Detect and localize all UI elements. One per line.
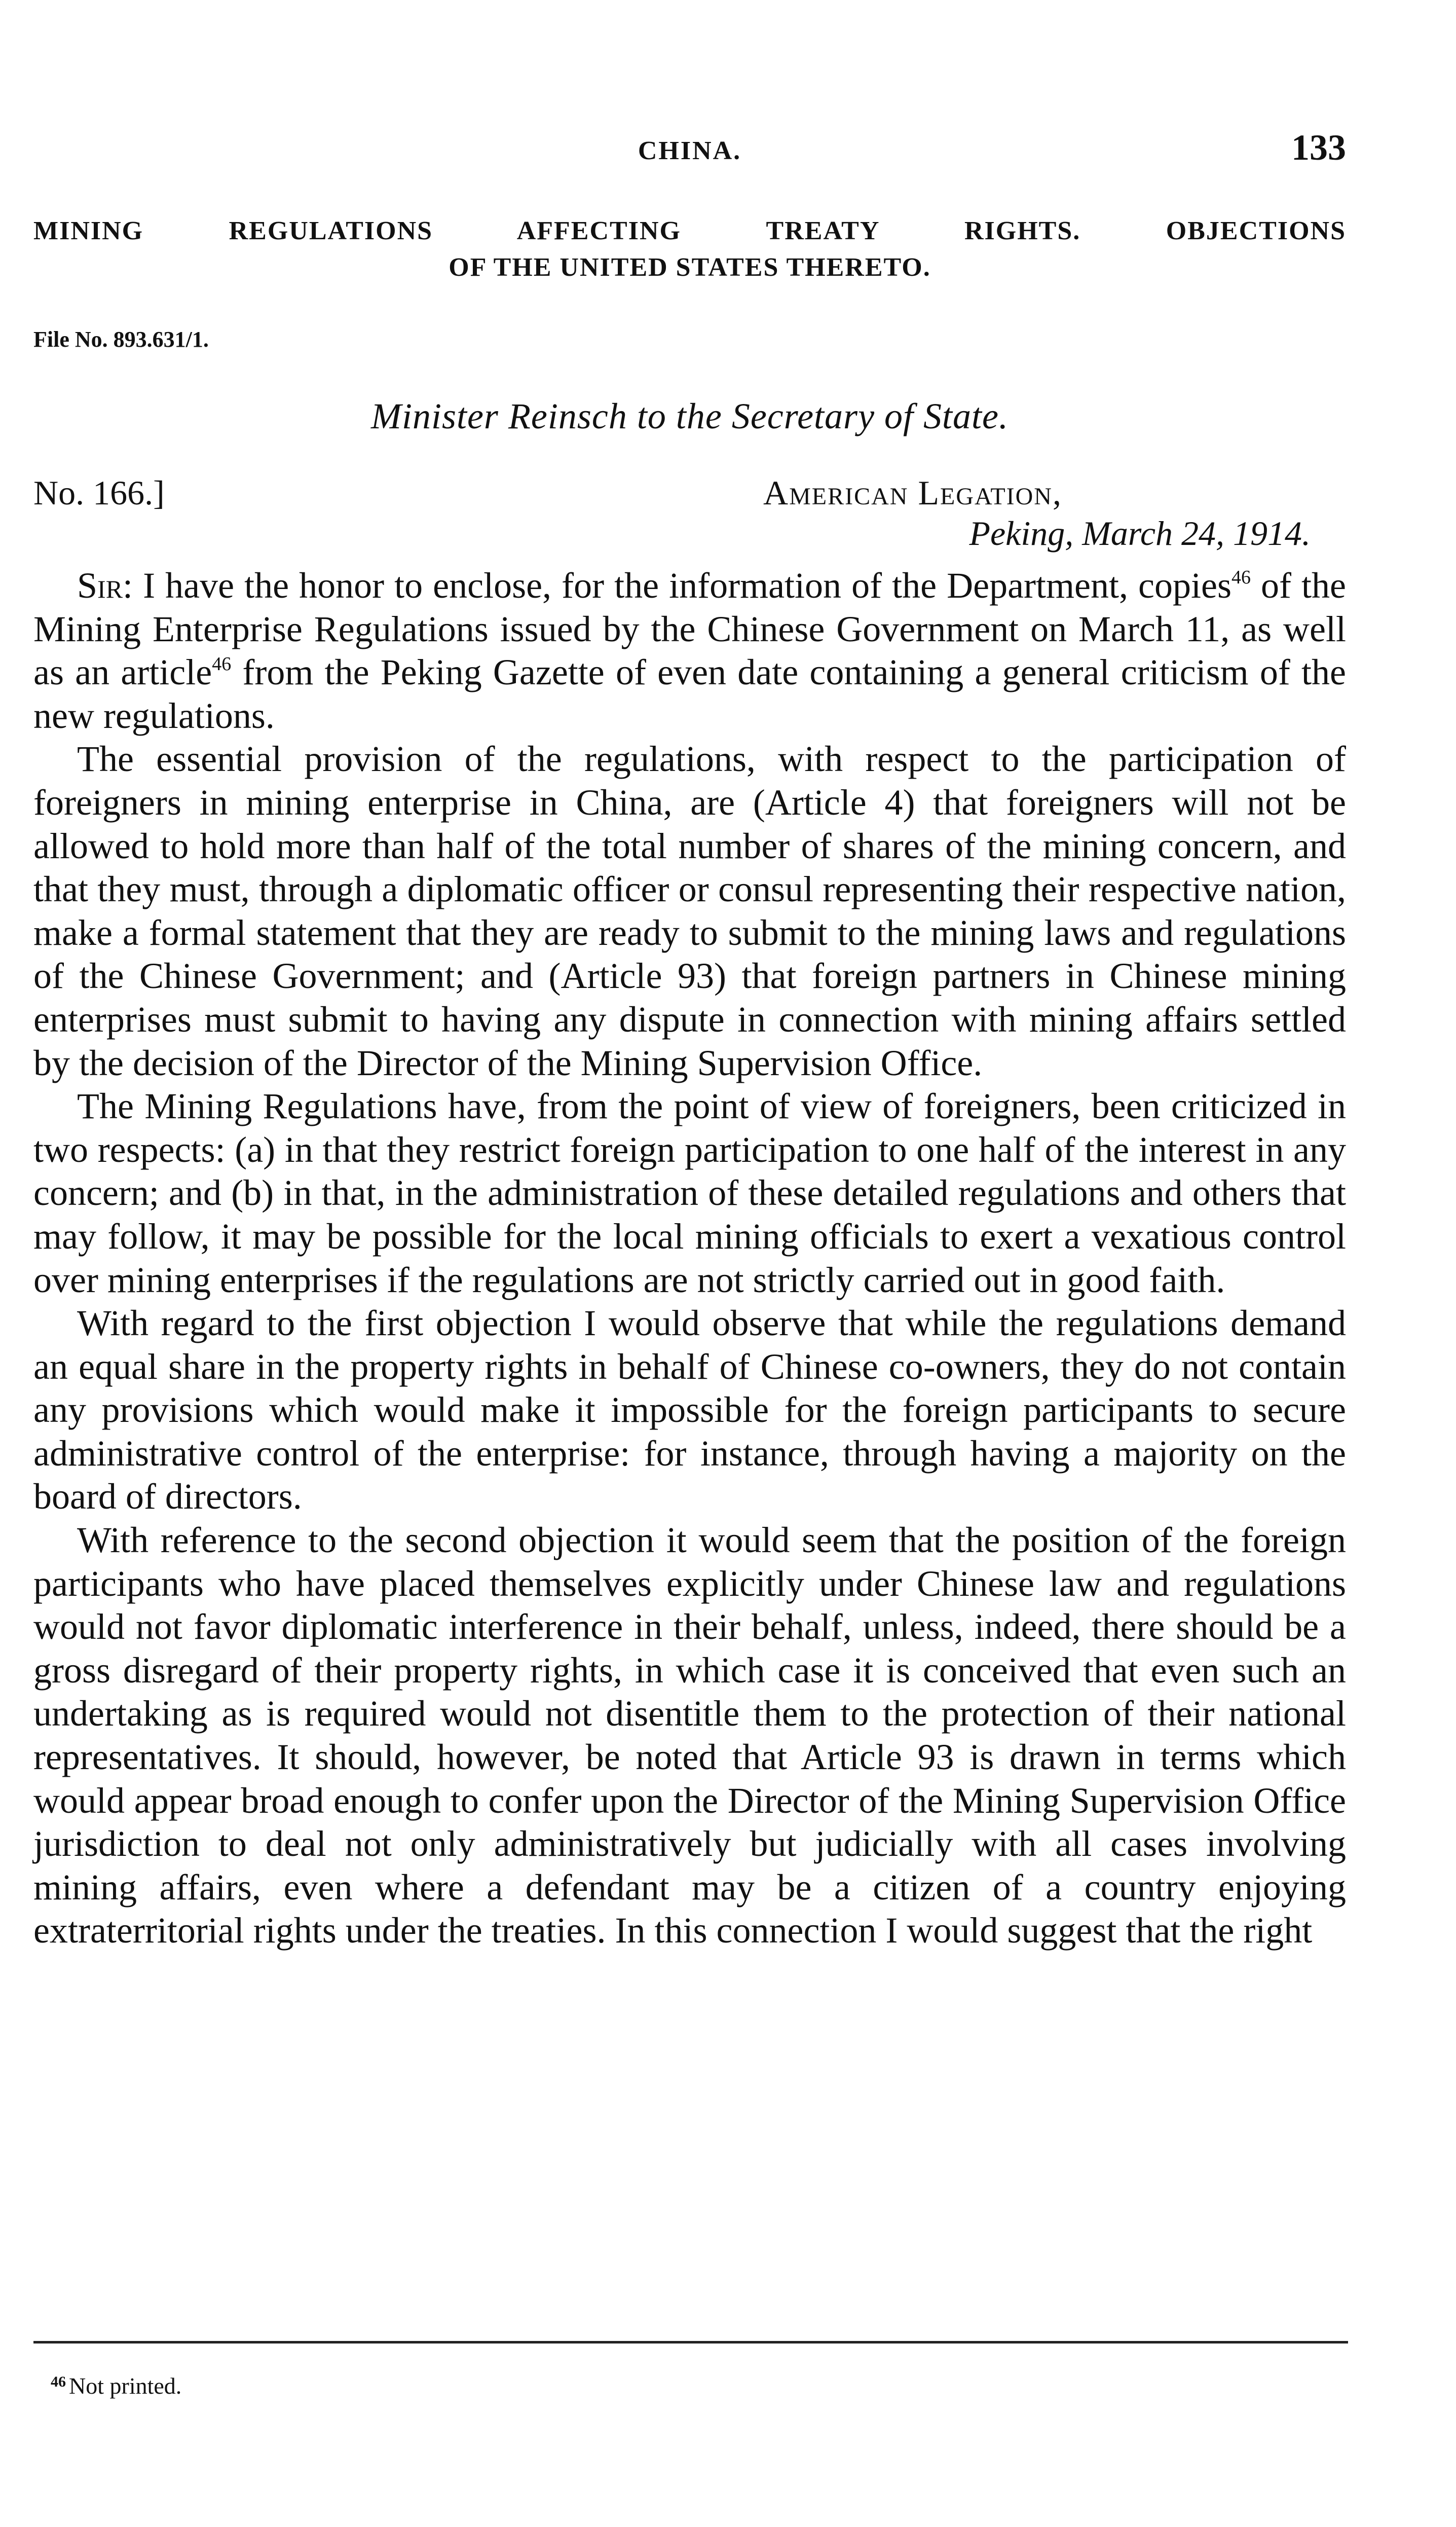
- paragraph-2: The essential provision of the regulations, with respect to the participation of foreigners in mining enterprise in China, are (Article 4) that foreigners will not be allowed to hold more than half of the total number of shares of the mining concern, and that they must, through a diplomatic officer or consul representing their respective nation, make a formal statement that they are ready to submit to the mining laws and regulations of the Chinese Government; and (Article 93) that foreign partners in Chinese mining enterprises must submit to having any dispute in connection with mining affairs settled by the decision of the Director of the Mining Supervision Office.: [33, 739, 1346, 1083]
- running-head: [33, 127, 1346, 167]
- salutation: Sir:: [77, 565, 133, 606]
- footnote-reference: 46: [212, 653, 232, 675]
- paragraph-3: The Mining Regulations have, from the point of view of foreigners, been criticized in two respects: (a) in that they restrict foreign participation to one half of the interest in any concern; and (b) in that, in the administration of these detailed regulations and others that may follow, it may be possible for the local mining officials to exert a vexatious control over mining enterprises if the regulations are not strictly carried out in good faith.: [33, 1086, 1346, 1300]
- footnote: [51, 2372, 181, 2399]
- page: [33, 127, 1346, 1953]
- paragraph-4: With regard to the first objection I would observe that while the regulations demand an equal share in the property rights in behalf of Chinese co-owners, they do not contain any provisions which would make it impossible for the foreign participants to secure administrative control of the enterprise: for instance, through having a majority on the board of directors.: [33, 1303, 1346, 1517]
- dispatch-number: No. 166.]: [33, 473, 165, 512]
- paragraph-1: [33, 564, 1346, 738]
- footnote-mark: 46: [51, 2373, 66, 2390]
- file-number: File No. 893.631/1.: [33, 327, 209, 352]
- dateline: [33, 473, 1346, 564]
- place-and-date: Peking, March 24, 1914.: [969, 514, 1311, 553]
- footnote-divider: [33, 2341, 1348, 2343]
- paragraph-1-text-c: from the Peking Gazette of even date containing a general criticism of the new regulations.: [33, 652, 1346, 736]
- footnote-reference: 46: [1231, 567, 1251, 588]
- paragraph-5: With reference to the second objection it would seem that the position of the foreign participants who have placed themselves explicitly under Chinese law and regulations would not favor diplomatic interference in their behalf, unless, indeed, there should be a gross disregard of their property rights, in which case it is conceived that even such an undertaking as is required would not disentitle them to the protection of their national representatives. It should, however, be noted that Article 93 is drawn in terms which would appear broad enough to confer upon the Director of the Mining Supervision Office jurisdiction to deal not only administratively but judicially with all cases involving mining affairs, even where a defendant may be a citizen of a country enjoying extraterritorial rights under the treaties. In this connection I would suggest that the right: [33, 1520, 1346, 1951]
- document-title: Minister Reinsch to the Secretary of State.: [370, 396, 1009, 436]
- footnote-text: Not printed.: [69, 2373, 182, 2399]
- section-heading: [33, 213, 1346, 286]
- section-heading-line-1: MINING REGULATIONS AFFECTING TREATY RIGHTS. OBJECTIONS: [33, 216, 1346, 245]
- legation-name: American Legation,: [763, 473, 1062, 512]
- section-heading-line-2: OF THE UNITED STATES THERETO.: [449, 253, 931, 282]
- paragraph-1-text-b: of the Mining Enterprise Regulations issued by the Chinese Government on March 11, as well as an article: [33, 565, 1347, 693]
- page-number: 133: [1291, 127, 1346, 168]
- running-head-title: CHINA.: [638, 136, 742, 165]
- letter-body: [33, 564, 1346, 1953]
- paragraph-1-text-a: I have the honor to enclose, for the information of the Department, copies: [133, 565, 1231, 606]
